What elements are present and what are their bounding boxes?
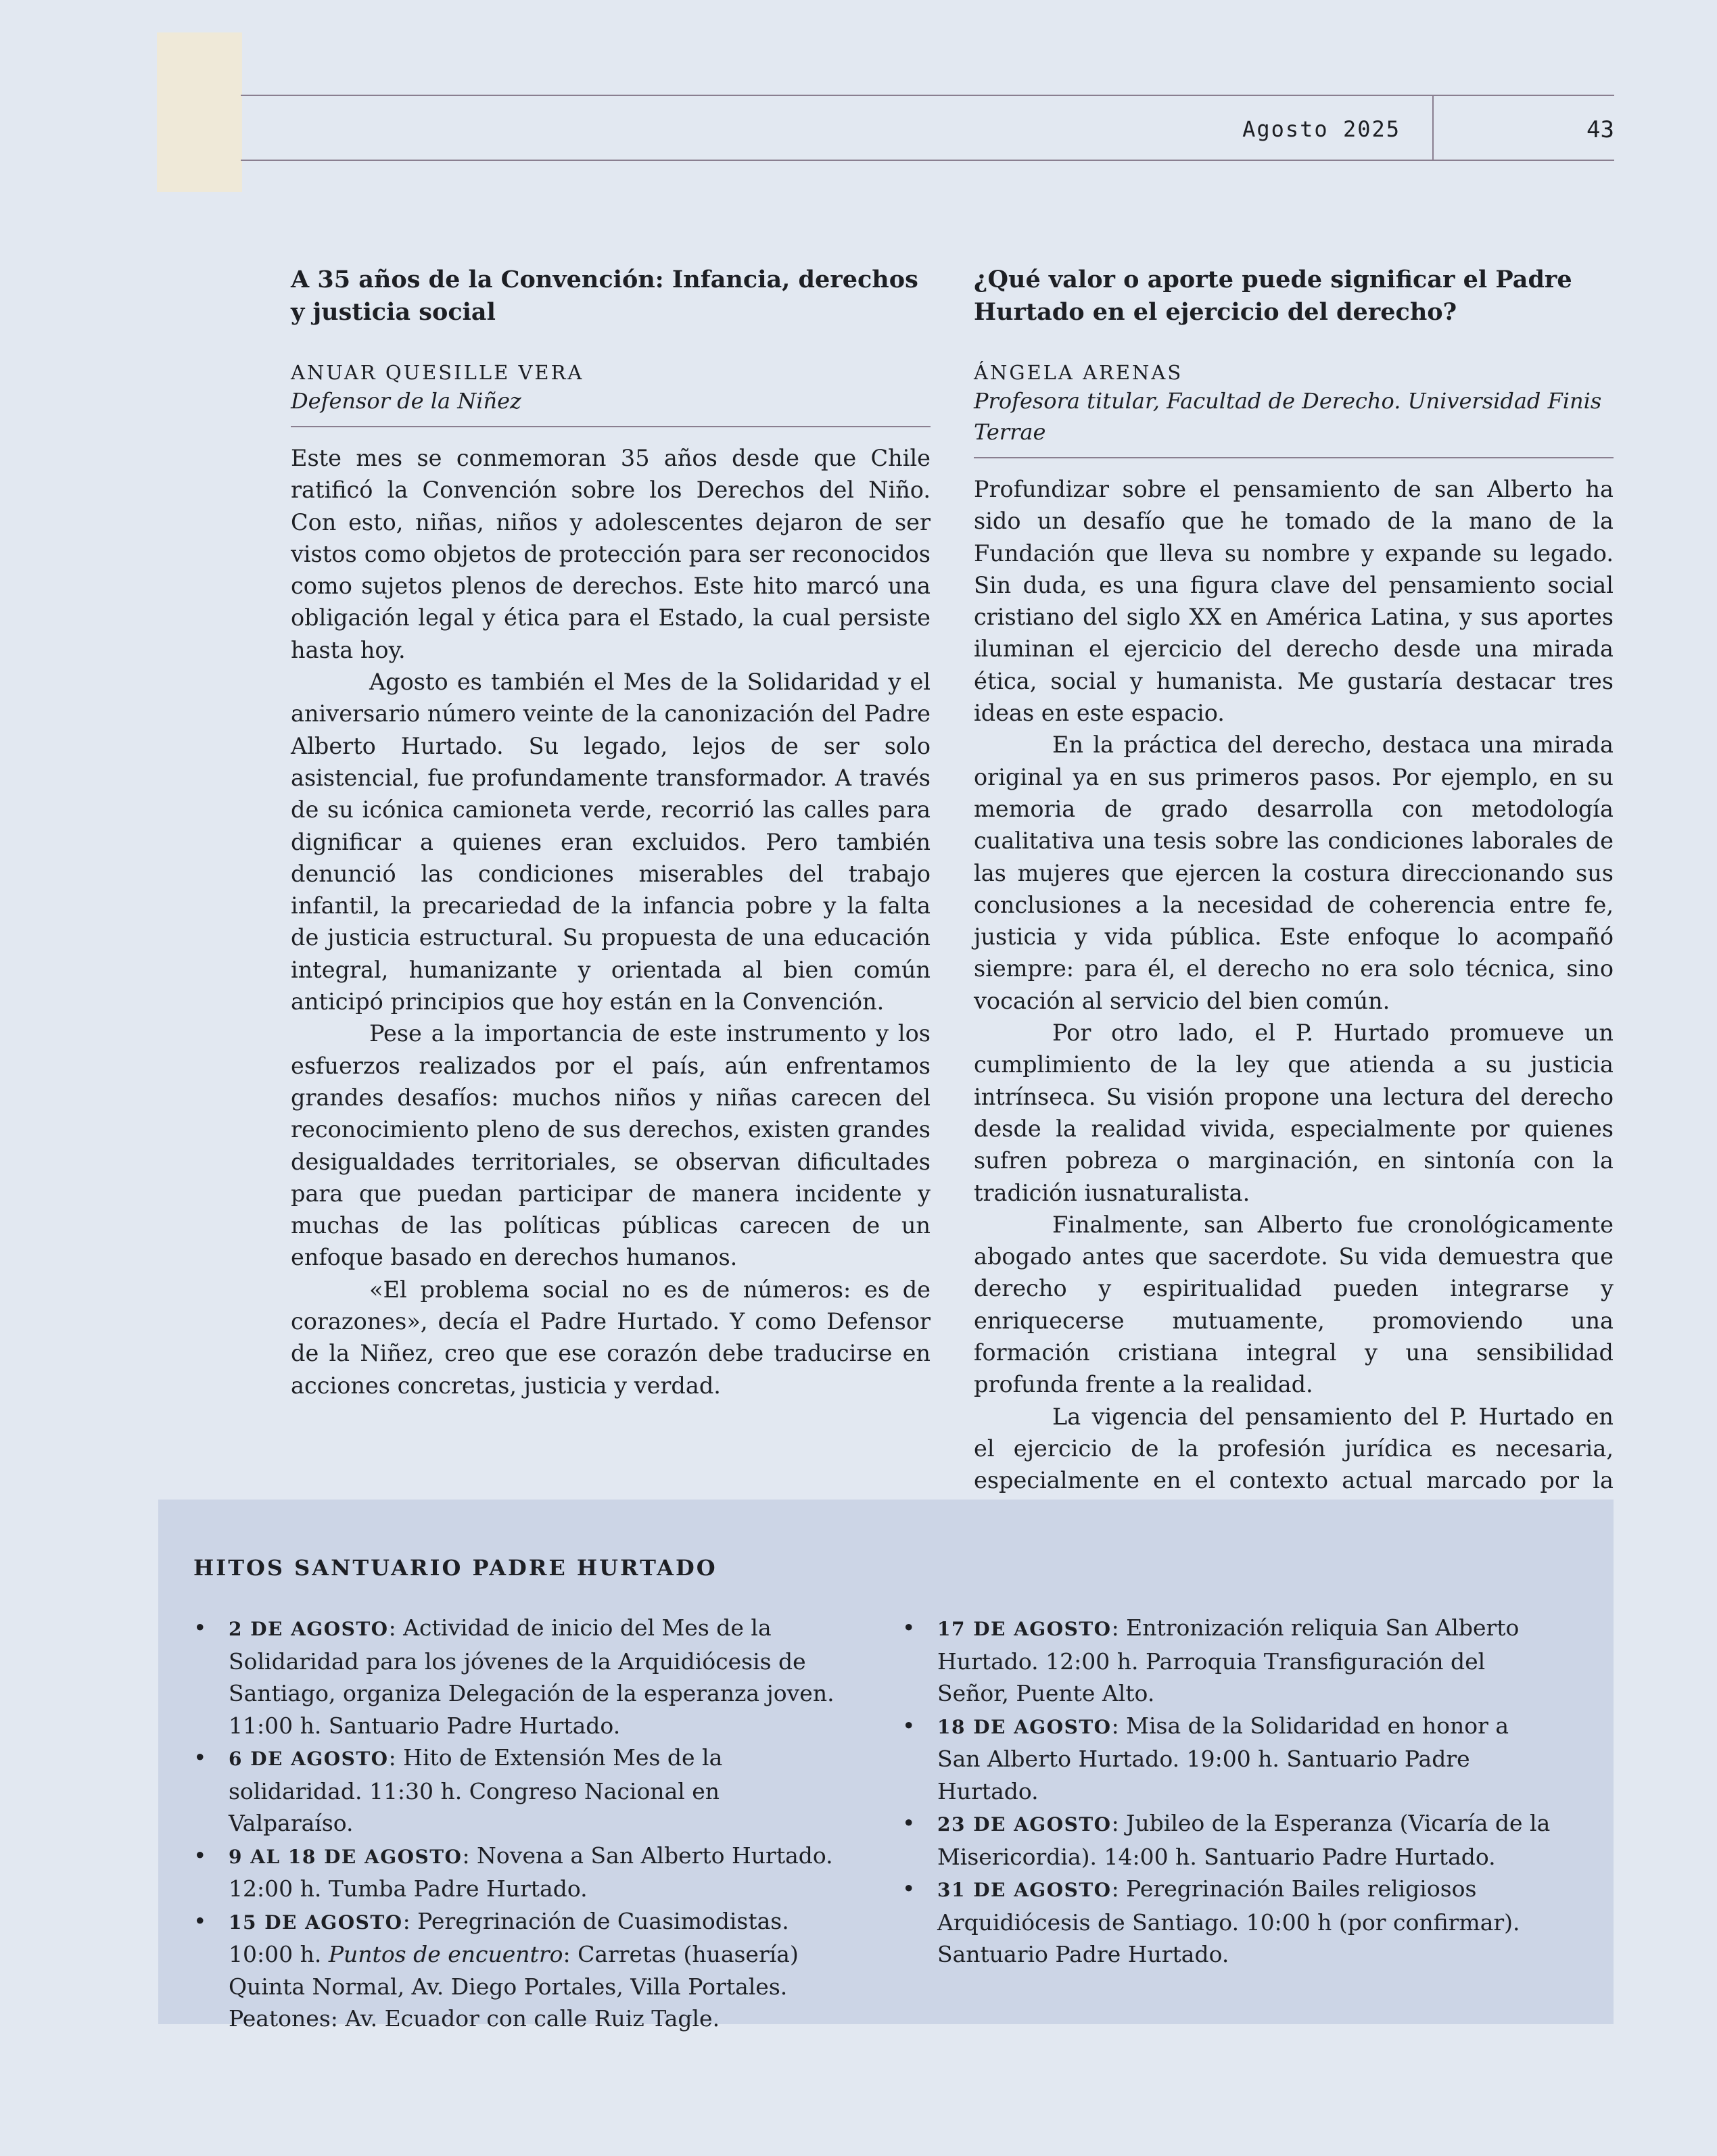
article-divider <box>291 426 931 427</box>
hito-text: : Carretas (huasería) Quinta Normal, Av. Diego Portales, Villa Portales. Peatones: Av. Ecuador con calle Ruiz Tagle. <box>229 1941 799 2032</box>
hitos-box <box>158 1500 1614 2032</box>
hito-text: : Jubileo de la Esperanza (Vicaría de la Misericordia). 14:00 h. Santuario Padre Hurtado. <box>937 1810 1551 1870</box>
article-paragraph: Pese a la importancia de este instrumento y los esfuerzos realizados por el país, aún enfrentamos grandes desafíos: muchos niños y niñas carecen del reconocimiento pleno de sus derechos, existen grandes desigualdades territoriales, se observan dificultades para que puedan participar de manera incidente y muchas de las políticas públicas carecen de un enfoque basado en derechos humanos. <box>291 1020 931 1271</box>
hitos-item <box>193 1905 843 2035</box>
article-author: ÁNGELA ARENAS <box>974 361 1183 384</box>
hito-date: 9 AL 18 DE AGOSTO <box>229 1845 463 1868</box>
hito-date: 15 DE AGOSTO <box>229 1911 403 1934</box>
article-convencion <box>291 264 931 1402</box>
hito-emphasis: Puntos de encuentro <box>328 1941 563 1967</box>
hitos-column-right <box>902 1612 1551 1971</box>
article-paragraph: La vigencia del pensamiento del P. Hurtado en el ejercicio de la profesión jurídica es necesaria, especialmente en el contexto actual marcado por la <box>974 1403 1614 1494</box>
article-paragraph: Agosto es también el Mes de la Solidaridad y el aniversario número veinte de la canonización del Padre Alberto Hurtado. Su legado, lejos de ser solo asistencial, fue profundamente transformador. A través de su icónica camioneta verde, recorrió las calles para dignificar a quienes eran excluidos. Pero también denunció las condiciones miserables del trabajo infantil, la precariedad de la infancia pobre y la falta de justicia estructural. Su propuesta de una educación integral, humanizante y orientada al bien común anticipó principios que hoy están en la Convención. <box>291 669 931 1015</box>
hito-text: : Entronización reliquia San Alberto Hurtado. 12:00 h. Parroquia Transfiguración del Señor, Puente Alto. <box>937 1614 1520 1706</box>
hitos-item <box>193 1612 843 1742</box>
hitos-item <box>193 1840 843 1905</box>
article-paragraph: Profundizar sobre el pensamiento de san Alberto ha sido un desafío que he tomado de la mano de la Fundación que lleva su nombre y expande su legado. Sin duda, es una figura clave del pensamiento social cristiano del siglo XX en América Latina, y sus aportes iluminan el ejercicio del derecho desde una mirada ética, social y humanista. Me gustaría destacar tres ideas en este espacio. <box>974 476 1614 727</box>
issue-date: Agosto 2025 <box>1242 116 1401 142</box>
hito-date: 23 DE AGOSTO <box>937 1813 1112 1836</box>
hitos-list <box>193 1612 843 2035</box>
page-tab-marker <box>157 32 242 192</box>
hito-text: : Actividad de inicio del Mes de la Solidaridad para los jóvenes de la Arquidiócesis de Santiago, organiza Delegación de la esperanza joven. 11:00 h. Santuario Padre Hurtado. <box>229 1614 834 1739</box>
article-author-role: Defensor de la Niñez <box>291 388 521 414</box>
hito-text: : Misa de la Solidaridad en honor a San Alberto Hurtado. 19:00 h. Santuario Padre Hurtado. <box>937 1712 1509 1804</box>
hito-date: 17 DE AGOSTO <box>937 1618 1112 1640</box>
article-body <box>291 442 931 1402</box>
hitos-item <box>902 1873 1551 1971</box>
header-bottom-rule <box>241 160 1614 161</box>
article-paragraph: «El problema social no es de números: es de corazones», decía el Padre Hurtado. Y como Defensor de la Niñez, creo que ese corazón debe traducirse en acciones concretas, justicia y verdad. <box>291 1276 931 1399</box>
hito-text: : Novena a San Alberto Hurtado. 12:00 h. Tumba Padre Hurtado. <box>229 1842 833 1902</box>
article-paragraph: Este mes se conmemoran 35 años desde que Chile ratificó la Convención sobre los Derechos del Niño. Con esto, niñas, niños y adolescentes dejaron de ser vistos como objetos de protección para ser reconocidos como sujetos plenos de derechos. Este hito marcó una obligación legal y ética para el Estado, la cual persiste hasta hoy. <box>291 445 931 663</box>
article-paragraph: Por otro lado, el P. Hurtado promueve un cumplimiento de la ley que atienda a su justicia intrínseca. Su visión propone una lectura del derecho desde la realidad vivida, especialmente por quienes sufren pobreza o marginación, en sintonía con la tradición iusnaturalista. <box>974 1020 1614 1206</box>
hito-date: 18 DE AGOSTO <box>937 1715 1112 1738</box>
article-paragraph: En la práctica del derecho, destaca una mirada original ya en sus primeros pasos. Por ejemplo, en su memoria de grado desarrolla con metodología cualitativa una tesis sobre las condiciones laborales de las mujeres que ejercen la costura direccionando sus conclusiones a la necesidad de coherencia entre fe, justicia y vida pública. Este enfoque lo acompañó siempre: para él, el derecho no era solo técnica, sino vocación al servicio del bien común. <box>974 732 1614 1014</box>
hito-date: 2 DE AGOSTO <box>229 1618 389 1640</box>
hitos-list <box>902 1612 1551 1971</box>
hitos-item <box>902 1807 1551 1873</box>
hitos-title: HITOS SANTUARIO PADRE HURTADO <box>193 1555 718 1581</box>
article-author-role: Profesora titular, Facultad de Derecho. Universidad Finis Terrae <box>974 388 1602 445</box>
article-author: ANUAR QUESILLE VERA <box>291 361 584 384</box>
article-padre-hurtado-derecho <box>974 264 1614 1625</box>
header-top-rule <box>241 95 1614 96</box>
article-body <box>974 473 1614 1625</box>
hitos-item <box>902 1612 1551 1710</box>
article-divider <box>974 457 1614 458</box>
article-title: A 35 años de la Convención: Infancia, derechos y justicia social <box>291 266 918 326</box>
hitos-item <box>193 1742 843 1840</box>
hito-date: 6 DE AGOSTO <box>229 1748 389 1770</box>
article-paragraph: Finalmente, san Alberto fue cronológicamente abogado antes que sacerdote. Su vida demuestra que derecho y espiritualidad pueden integrarse y enriquecerse mutuamente, promoviendo una formación cristiana integral y una sensibilidad profunda frente a la realidad. <box>974 1211 1614 1398</box>
hitos-item <box>902 1710 1551 1808</box>
article-title: ¿Qué valor o aporte puede significar el Padre Hurtado en el ejercicio del derecho? <box>974 266 1572 326</box>
hito-text: : Hito de Extensión Mes de la solidaridad. 11:30 h. Congreso Nacional en Valparaíso. <box>229 1744 723 1836</box>
hito-text: : Peregrinación de Cuasimodistas. 10:00 h. <box>229 1907 789 1967</box>
hito-date: 31 DE AGOSTO <box>937 1879 1112 1901</box>
header-separator <box>1432 95 1434 161</box>
hito-text: : Peregrinación Bailes religiosos Arquidiócesis de Santiago. 10:00 h (por confirmar). Santuario Padre Hurtado. <box>937 1875 1520 1967</box>
hitos-column-left <box>193 1612 843 2035</box>
page-number: 43 <box>1586 116 1614 143</box>
